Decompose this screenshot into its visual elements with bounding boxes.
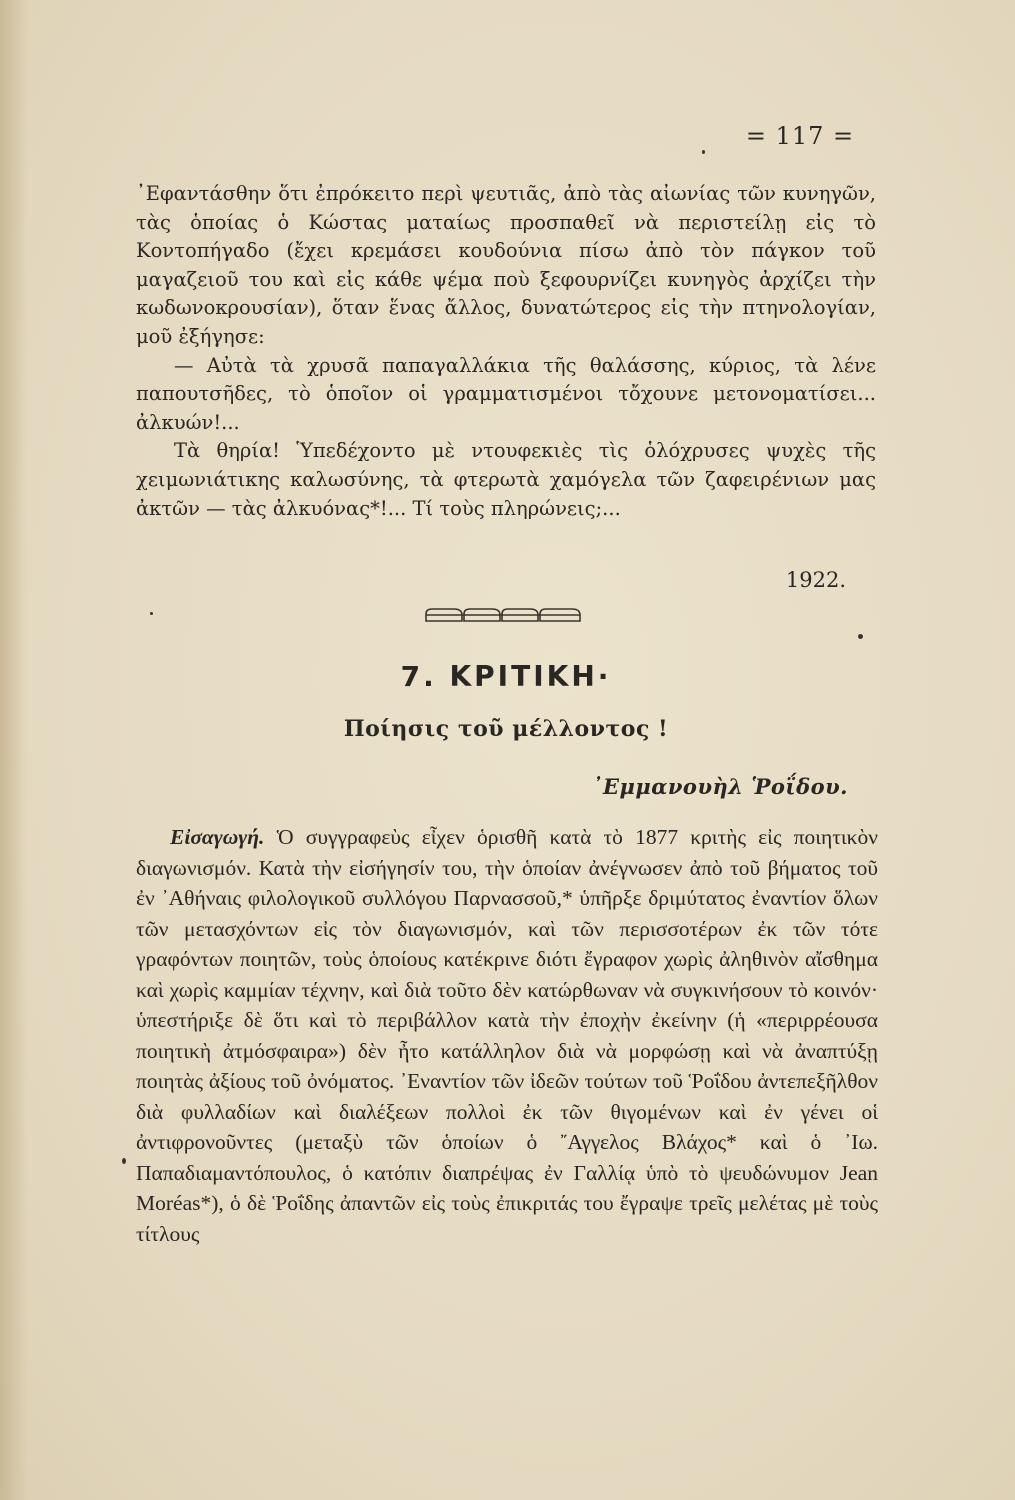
- paper-speck: [702, 150, 705, 154]
- paper-speck: [122, 1158, 126, 1164]
- story-paragraph-2: — Αὐτὰ τὰ χρυσᾶ παπαγαλλάκια τῆς θαλάσσης, κύριος, τὰ λένε παπουτσῆδες, τὸ ὁποῖον οἱ γραμματισμένοι τὄχουνε μετονοματίσει... ἀλκυών!...: [136, 353, 876, 434]
- introduction-paragraph: [136, 822, 878, 1249]
- story-paragraph-3: Τὰ θηρία! Ὑπεδέχοντο μὲ ντουφεκιὲς τὶς ὁλόχρυσες ψυχὲς τῆς χειμωνιάτικης καλωσύνης, τὰ φτερωτὰ χαμόγελα τῶν ζαφειρένιων μας ἀκτῶν — τὰς ἀλκυόνας*!... Τί τοὺς πληρώνεις;...: [136, 439, 876, 520]
- story-ending-text: [136, 180, 876, 523]
- introduction-label: Εἰσαγωγή.: [170, 825, 265, 849]
- introduction-text: [136, 822, 878, 1249]
- paper-speck: [150, 612, 153, 615]
- chapter-heading: 7. ΚΡΙΤΙΚΗ·: [400, 660, 612, 693]
- binding-shadow: [0, 0, 28, 1500]
- paper-speck: [858, 634, 863, 639]
- story-date: 1922.: [785, 568, 846, 592]
- essay-title: Ποίησις τοῦ μέλλοντος !: [343, 716, 669, 742]
- section-divider-ornament: [424, 606, 582, 624]
- introduction-body: Ὁ συγγραφεὺς εἶχεν ὁρισθῆ κατὰ τὸ 1877 κριτὴς εἰς ποιητικὸν διαγωνισμόν. Κατὰ τὴν εἰσήγησίν του, τὴν ὁποίαν ἀνέγνωσεν ἀπὸ τοῦ βήματος τοῦ ἐν ᾿Αθήναις φιλολογικοῦ συλλόγου Παρνασσοῦ,* ὑπῆρξε δριμύτατος ἐναντίον ὅλων τῶν μετασχόντων εἰς τὸν διαγωνισμόν, καὶ τῶν περισσοτέρων ἐκ τῶν τότε γραφόντων ποιητῶν, τοὺς ὁποίους κατέκρινε διότι ἔγραφον χωρὶς ἀληθινὸν αἴσθημα καὶ χωρὶς καμμίαν τέχνην, καὶ διὰ τοῦτο δὲν κατώρθωναν νὰ συγκινήσουν τὸ κοινόν· ὑπεστήριξε δὲ ὅτι καὶ τὸ περιβάλλον κατὰ τὴν ἐποχὴν ἐκείνην (ἡ «περιρρέουσα ποιητικὴ ἀτμόσφαιρα») δὲν ἦτο κατάλληλον διὰ νὰ μορφώσῃ καὶ νὰ ἀναπτύξῃ ποιητὰς ἀξίους τοῦ ὀνόματος. ᾿Εναντίον τῶν ἰδεῶν τούτων τοῦ Ῥοΐδου ἀντεπεξῆλθον διὰ φυλλαδίων καὶ διαλέξεων πολλοὶ ἐκ τῶν θιγομένων καὶ ἐν γένει οἱ ἀντιφρονοῦντες (μεταξὺ τῶν ὁποίων ὁ ῎Αγγελος Βλάχος* καὶ ὁ ᾿Ιω. Παπαδιαμαντόπουλος, ὁ κατόπιν διαπρέψας ἐν Γαλλίᾳ ὑπὸ τὸ ψευδώνυμον Jean Moréas*), ὁ δὲ Ῥοΐδης ἀπαντῶν εἰς τοὺς ἐπικριτάς του ἔγραψε τρεῖς μελέτας μὲ τοὺς τίτλους: [136, 825, 878, 1246]
- essay-author: ᾿Εμμανουὴλ Ῥοΐδου.: [591, 774, 848, 799]
- page-number: = 117 =: [745, 122, 855, 150]
- story-paragraph-1: ᾿Εφαντάσθην ὅτι ἐπρόκειτο περὶ ψευτιᾶς, ἀπὸ τὰς αἰωνίας τῶν κυνηγῶν, τὰς ὁποίας ὁ Κώστας ματαίως προσπαθεῖ νὰ περιστείλῃ εἰς τὸ Κοντοπήγαδο (ἔχει κρεμάσει κουδούνια πίσω ἀπὸ τὸν πάγκον τοῦ μαγαζειοῦ του καὶ εἰς κάθε ψέμα ποὺ ξεφουρνίζει κυνηγὸς ἀρχίζει τὴν κωδωνοκρουσίαν), ὅταν ἕνας ἄλλος, δυνατώτερος εἰς τὴν πτηνολογίαν, μοῦ ἐξήγησε:: [136, 182, 876, 348]
